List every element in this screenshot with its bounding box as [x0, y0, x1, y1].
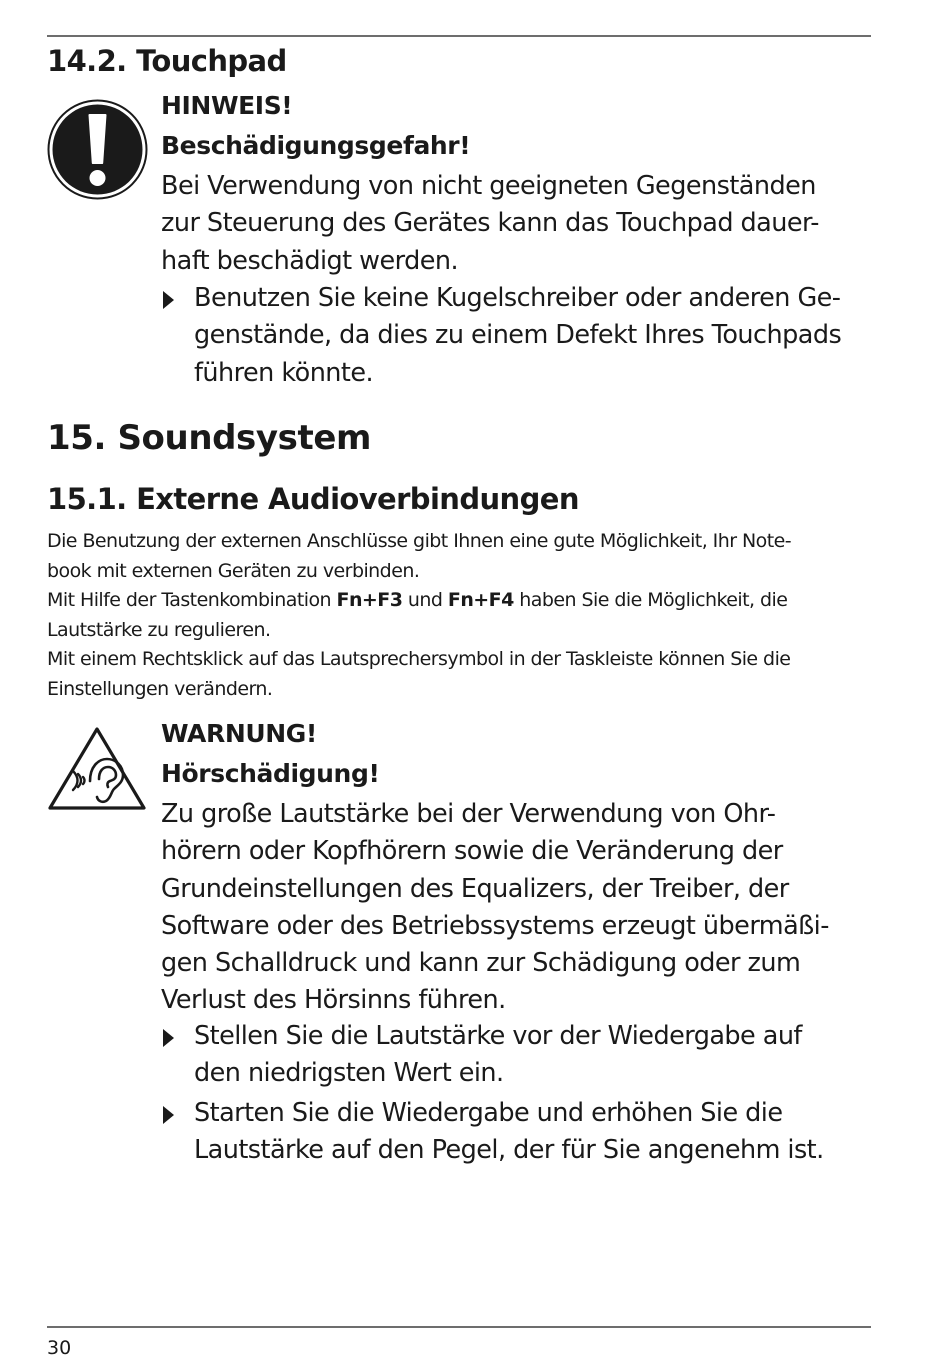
paragraph-line: book mit externen Geräten zu verbinden. [47, 559, 420, 582]
paragraph-text: Mit Hilfe der Tastenkombination [47, 589, 337, 611]
warning-subtitle: Hörschädigung! [161, 759, 380, 788]
notice-text-line: Bei Verwendung von nicht geeigneten Gegenständen [161, 171, 816, 201]
warning-text-line: Software oder des Betriebssystems erzeugt übermäßi- [161, 910, 829, 941]
notice-text-line: zur Steuerung des Gerätes kann das Touchpad dauer- [161, 208, 819, 239]
paragraph-text: und [402, 589, 448, 611]
bullet-text-line: den niedrigsten Wert ein. [194, 1058, 504, 1089]
warning-text-line: gen Schalldruck und kann zur Schädigung oder zum [161, 948, 801, 979]
bullet-text-line: genstände, da dies zu einem Defekt Ihres Touchpads [194, 320, 842, 351]
notice-text [161, 168, 881, 280]
key-combo-fn-f3: Fn+F3 [336, 589, 403, 611]
hearing-warning-triangle-icon [47, 725, 147, 815]
warning-text [161, 796, 881, 1020]
bullet-text-line: Benutzen Sie keine Kugelschreiber oder anderen Ge- [194, 283, 841, 313]
warning-text-line: Zu große Lautstärke bei der Verwendung von Ohr- [161, 799, 776, 829]
warning-text-line: Grundeinstellungen des Equalizers, der Treiber, der [161, 873, 789, 904]
footer-divider [47, 1326, 871, 1328]
bullet-text-line: Starten Sie die Wiedergabe und erhöhen Sie die [194, 1098, 783, 1128]
notice-subtitle: Beschädigungsgefahr! [161, 131, 471, 160]
paragraph-line: Einstellungen verändern. [47, 677, 273, 700]
key-combo-fn-f4: Fn+F4 [447, 589, 514, 611]
notice-label: HINWEIS! [161, 91, 293, 120]
bullet-arrow-icon [163, 291, 174, 309]
intro-paragraphs [47, 527, 877, 704]
top-divider [47, 35, 871, 37]
page-number: 30 [47, 1337, 72, 1359]
bullet-text-line: Stellen Sie die Lautstärke vor der Wiedergabe auf [194, 1021, 802, 1051]
bullet-arrow-icon [163, 1029, 174, 1047]
bullet-text-line: Lautstärke auf den Pegel, der für Sie angenehm ist. [194, 1135, 824, 1166]
warning-text-line: hörern oder Kopfhörern sowie die Veränderung der [161, 836, 783, 867]
bullet-text-line: führen könnte. [194, 357, 374, 388]
paragraph-line: Lautstärke zu regulieren. [47, 618, 271, 641]
warning-text-line: Verlust des Hörsinns führen. [161, 985, 506, 1016]
warning-label: WARNUNG! [161, 719, 317, 748]
notice-text-line: haft beschädigt werden. [161, 245, 459, 276]
section-heading-audio-connections: 15.1. Externe Audioverbindungen [47, 482, 579, 516]
bullet-arrow-icon [163, 1106, 174, 1124]
chapter-heading-soundsystem: 15. Soundsystem [47, 418, 372, 458]
paragraph-line: Die Benutzung der externen Anschlüsse gibt Ihnen eine gute Möglichkeit, Ihr Note- [47, 530, 792, 552]
paragraph-line [47, 586, 877, 616]
section-heading-touchpad: 14.2. Touchpad [47, 44, 287, 78]
paragraph-line: Mit einem Rechtsklick auf das Lautsprechersymbol in der Taskleiste können Sie die [47, 648, 791, 670]
paragraph-text: haben Sie die Möglichkeit, die [513, 589, 788, 611]
exclamation-circle-icon [47, 99, 148, 204]
